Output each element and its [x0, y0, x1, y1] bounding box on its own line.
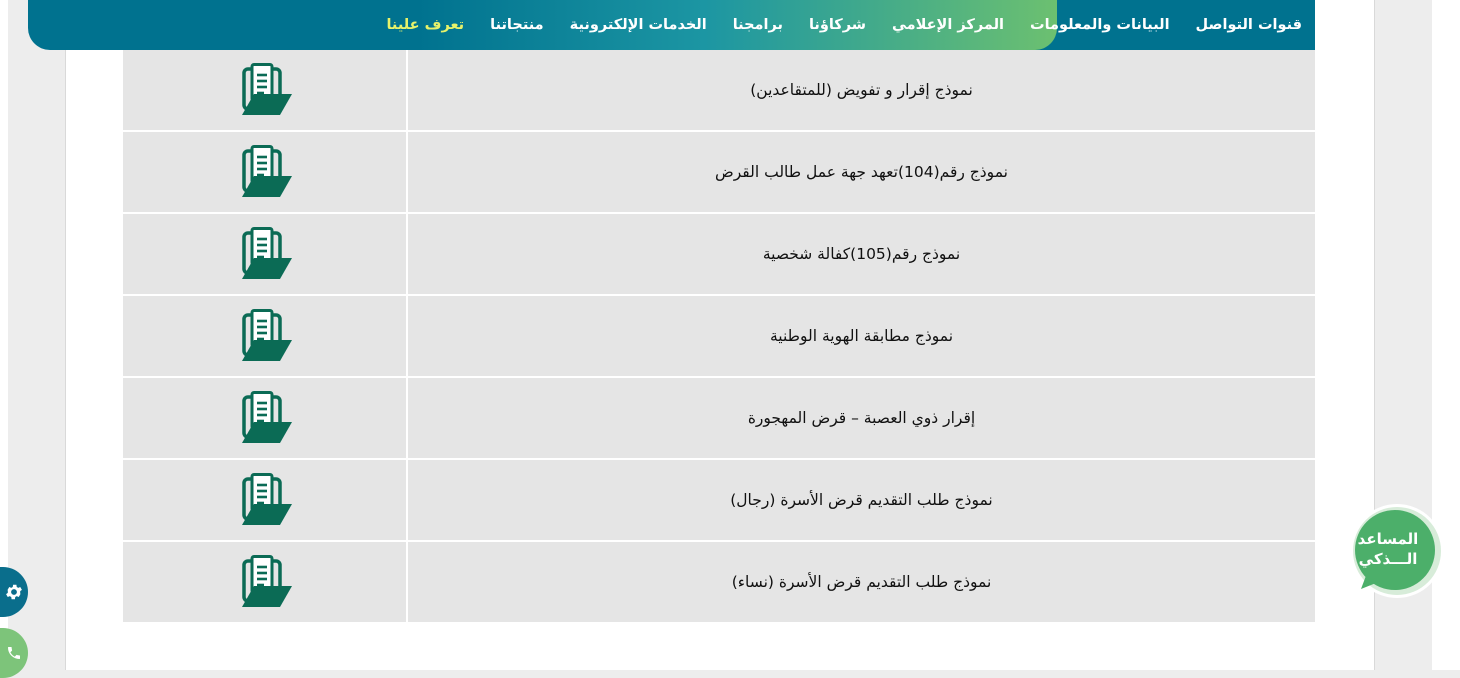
forms-table	[123, 50, 1315, 624]
nav-item-products[interactable]: منتجاتنا	[490, 17, 544, 33]
main-navigation	[28, 0, 1315, 50]
settings-button[interactable]	[0, 567, 28, 617]
download-cell	[123, 50, 407, 131]
download-folder-icon[interactable]	[236, 572, 294, 591]
download-cell	[123, 131, 407, 213]
download-folder-icon[interactable]	[236, 490, 294, 509]
download-cell	[123, 541, 407, 623]
form-name: إقرار ذوي العصبة – قرض المهجورة	[407, 377, 1315, 459]
nav-item-data-information[interactable]: البيانات والمعلومات	[1030, 17, 1170, 33]
nav-item-programs[interactable]: برامجنا	[732, 17, 783, 33]
phone-button[interactable]	[0, 628, 28, 678]
table-row	[123, 295, 1315, 377]
download-cell	[123, 377, 407, 459]
table-row	[123, 131, 1315, 213]
table-row	[123, 377, 1315, 459]
phone-icon	[6, 645, 22, 661]
nav-item-contact-channels[interactable]: قنوات التواصل	[1195, 17, 1302, 33]
form-name: نموذج إقرار و تفويض (للمتقاعدين)	[407, 50, 1315, 131]
table-row	[123, 541, 1315, 623]
nav-item-media-center[interactable]: المركز الإعلامي	[892, 17, 1004, 33]
download-folder-icon[interactable]	[236, 162, 294, 181]
table-row	[123, 213, 1315, 295]
form-name: نموذج رقم(105)كفالة شخصية	[407, 213, 1315, 295]
download-folder-icon[interactable]	[236, 244, 294, 263]
table-row	[123, 459, 1315, 541]
download-folder-icon[interactable]	[236, 80, 294, 99]
table-row	[123, 50, 1315, 131]
smart-assistant-button[interactable]	[1347, 503, 1447, 603]
nav-items	[28, 0, 1315, 50]
form-name: نموذج مطابقة الهوية الوطنية	[407, 295, 1315, 377]
form-name: نموذج طلب التقديم قرض الأسرة (نساء)	[407, 541, 1315, 623]
nav-item-about-us[interactable]: تعرف علينا	[386, 17, 465, 33]
nav-item-partners[interactable]: شركاؤنا	[808, 17, 866, 33]
gear-icon	[4, 582, 24, 602]
download-cell	[123, 295, 407, 377]
download-cell	[123, 459, 407, 541]
form-name: نموذج رقم(104)تعهد جهة عمل طالب القرض	[407, 131, 1315, 213]
form-name: نموذج طلب التقديم قرض الأسرة (رجال)	[407, 459, 1315, 541]
assistant-label: المساعد الـــذكي	[1357, 530, 1419, 568]
download-folder-icon[interactable]	[236, 408, 294, 427]
download-cell	[123, 213, 407, 295]
download-folder-icon[interactable]	[236, 326, 294, 345]
nav-item-e-services[interactable]: الخدمات الإلكترونية	[569, 17, 707, 33]
